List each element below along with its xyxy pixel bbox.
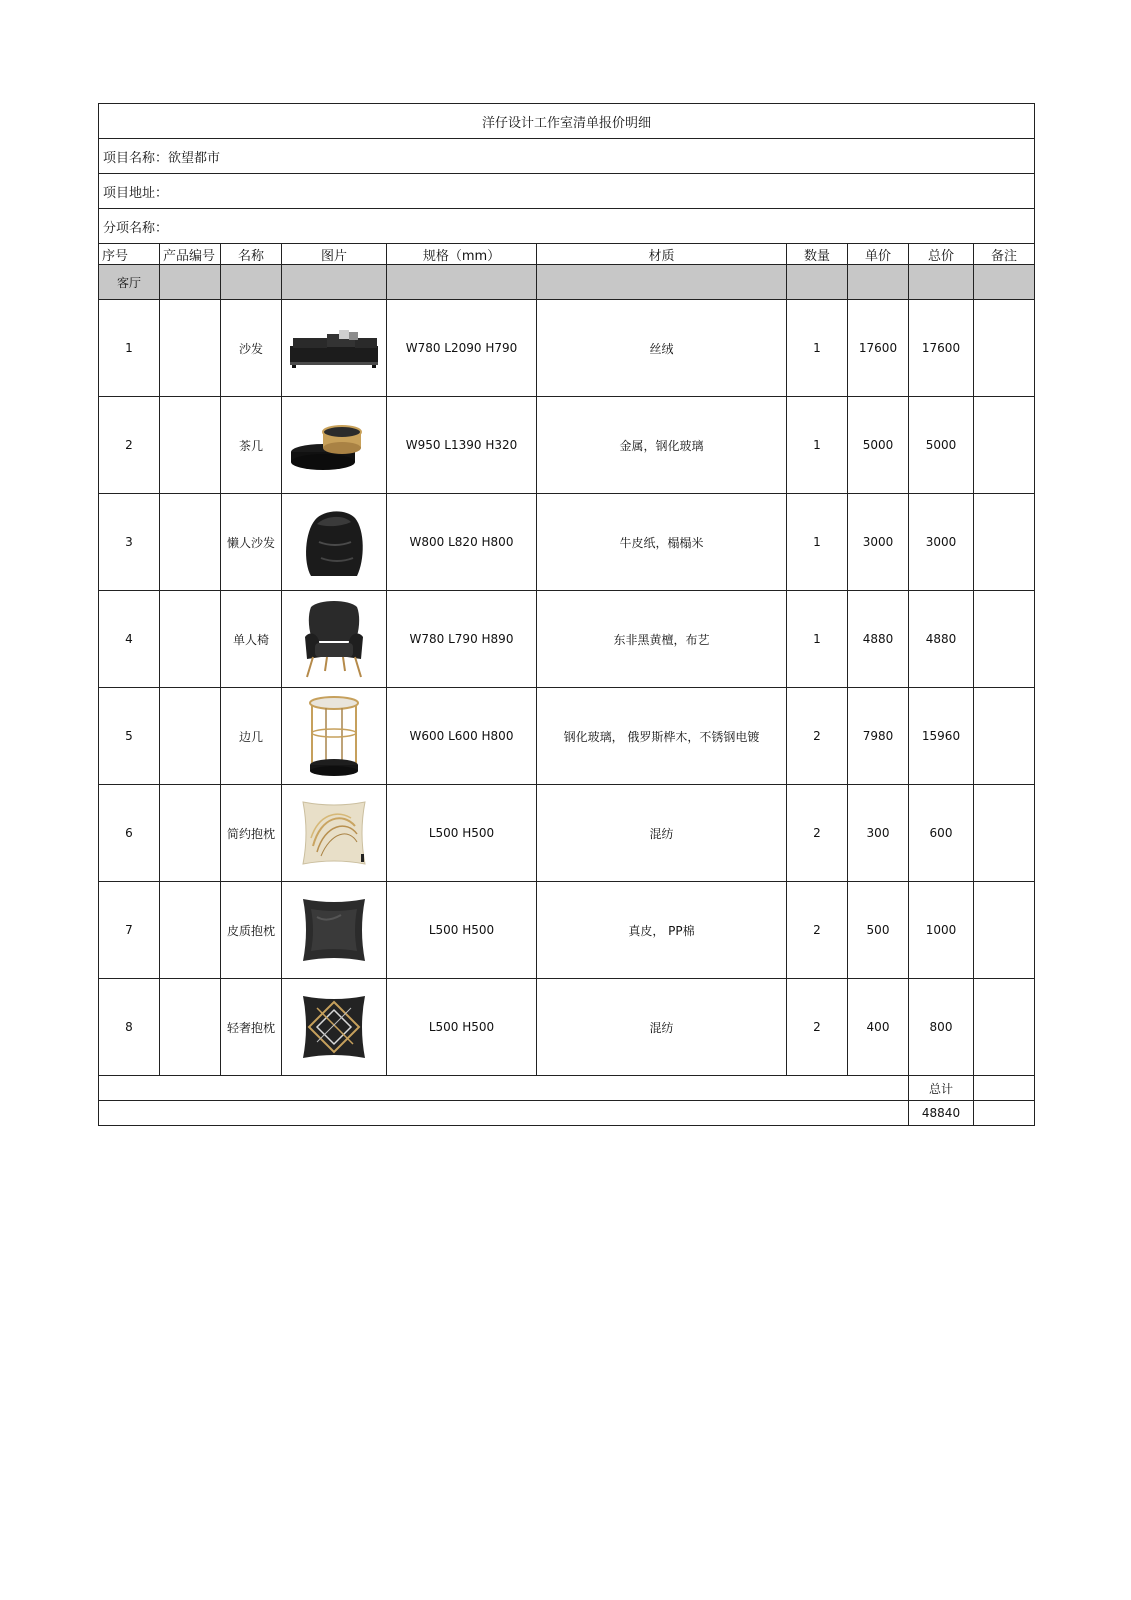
total-value-row <box>99 1101 1035 1126</box>
item-total: 1000 <box>909 882 974 979</box>
item-material: 混纺 <box>537 979 787 1076</box>
section-blank <box>387 265 537 300</box>
item-material: 钢化玻璃， 俄罗斯桦木，不锈钢电镀 <box>537 688 787 785</box>
project-name-row <box>99 139 1035 174</box>
header-no: 序号 <box>99 244 160 265</box>
item-name: 简约抱枕 <box>221 785 282 882</box>
item-qty: 1 <box>787 494 848 591</box>
item-spec: W780 L2090 H790 <box>387 300 537 397</box>
item-image <box>282 591 387 688</box>
project-name: 项目名称：欲望都市 <box>99 139 1035 174</box>
item-note <box>974 397 1035 494</box>
section-blank <box>221 265 282 300</box>
item-image <box>282 882 387 979</box>
item-code <box>160 688 221 785</box>
item-unit-price: 5000 <box>848 397 909 494</box>
title-row <box>99 104 1035 139</box>
item-no: 7 <box>99 882 160 979</box>
item-image <box>282 494 387 591</box>
item-total: 600 <box>909 785 974 882</box>
table-row <box>99 688 1035 785</box>
table-row <box>99 785 1035 882</box>
item-total: 5000 <box>909 397 974 494</box>
item-material: 混纺 <box>537 785 787 882</box>
item-total: 17600 <box>909 300 974 397</box>
project-address-row <box>99 174 1035 209</box>
item-spec: L500 H500 <box>387 785 537 882</box>
sheet-title: 洋仔设计工作室清单报价明细 <box>99 104 1035 139</box>
table-row <box>99 882 1035 979</box>
section-blank <box>537 265 787 300</box>
header-qty: 数量 <box>787 244 848 265</box>
leather-pillow-icon <box>297 893 371 967</box>
table-row <box>99 397 1035 494</box>
item-qty: 1 <box>787 300 848 397</box>
grand-total-value: 48840 <box>909 1101 974 1126</box>
item-code <box>160 591 221 688</box>
item-note <box>974 785 1035 882</box>
item-unit-price: 400 <box>848 979 909 1076</box>
item-spec: W600 L600 H800 <box>387 688 537 785</box>
section-blank <box>848 265 909 300</box>
item-material: 真皮， PP棉 <box>537 882 787 979</box>
total-label-row <box>99 1076 1035 1101</box>
item-no: 6 <box>99 785 160 882</box>
section-blank <box>787 265 848 300</box>
item-unit-price: 17600 <box>848 300 909 397</box>
quote-sheet <box>98 103 1034 1126</box>
grand-total-label: 总计 <box>909 1076 974 1101</box>
item-no: 2 <box>99 397 160 494</box>
item-spec: W780 L790 H890 <box>387 591 537 688</box>
item-code <box>160 979 221 1076</box>
header-total: 总价 <box>909 244 974 265</box>
table-row <box>99 300 1035 397</box>
item-qty: 1 <box>787 397 848 494</box>
total-note <box>974 1101 1035 1126</box>
header-material: 材质 <box>537 244 787 265</box>
item-qty: 2 <box>787 688 848 785</box>
item-no: 1 <box>99 300 160 397</box>
item-code <box>160 882 221 979</box>
item-note <box>974 494 1035 591</box>
header-code: 产品编号 <box>160 244 221 265</box>
section-label: 客厅 <box>99 265 160 300</box>
item-spec: L500 H500 <box>387 979 537 1076</box>
item-code <box>160 494 221 591</box>
item-unit-price: 7980 <box>848 688 909 785</box>
table-row <box>99 494 1035 591</box>
item-code <box>160 397 221 494</box>
item-spec: L500 H500 <box>387 882 537 979</box>
table-row <box>99 979 1035 1076</box>
section-blank <box>160 265 221 300</box>
item-no: 8 <box>99 979 160 1076</box>
section-blank <box>909 265 974 300</box>
sub-item-name: 分项名称： <box>99 209 1035 244</box>
item-image <box>282 979 387 1076</box>
total-note <box>974 1076 1035 1101</box>
item-no: 4 <box>99 591 160 688</box>
item-material: 丝绒 <box>537 300 787 397</box>
beanbag-icon <box>299 502 369 582</box>
sub-item-row <box>99 209 1035 244</box>
coffee-table-icon <box>287 410 381 480</box>
item-image <box>282 688 387 785</box>
header-image: 图片 <box>282 244 387 265</box>
item-code <box>160 785 221 882</box>
section-blank <box>282 265 387 300</box>
item-no: 5 <box>99 688 160 785</box>
item-code <box>160 300 221 397</box>
header-row <box>99 244 1035 265</box>
quote-table <box>98 103 1035 1126</box>
header-name: 名称 <box>221 244 282 265</box>
luxury-pillow-icon <box>297 990 371 1064</box>
item-total: 800 <box>909 979 974 1076</box>
item-material: 金属，钢化玻璃 <box>537 397 787 494</box>
item-qty: 1 <box>787 591 848 688</box>
section-blank <box>974 265 1035 300</box>
total-blank <box>99 1076 909 1101</box>
total-blank <box>99 1101 909 1126</box>
item-unit-price: 500 <box>848 882 909 979</box>
item-total: 15960 <box>909 688 974 785</box>
item-spec: W800 L820 H800 <box>387 494 537 591</box>
item-qty: 2 <box>787 785 848 882</box>
item-image <box>282 785 387 882</box>
item-note <box>974 979 1035 1076</box>
item-note <box>974 688 1035 785</box>
item-no: 3 <box>99 494 160 591</box>
item-material: 牛皮纸，榻榻米 <box>537 494 787 591</box>
header-note: 备注 <box>974 244 1035 265</box>
item-total: 3000 <box>909 494 974 591</box>
item-qty: 2 <box>787 882 848 979</box>
item-image <box>282 397 387 494</box>
item-total: 4880 <box>909 591 974 688</box>
item-name: 单人椅 <box>221 591 282 688</box>
section-row <box>99 265 1035 300</box>
item-note <box>974 882 1035 979</box>
item-unit-price: 4880 <box>848 591 909 688</box>
item-name: 懒人沙发 <box>221 494 282 591</box>
item-unit-price: 300 <box>848 785 909 882</box>
sofa-icon <box>287 318 381 378</box>
side-table-icon <box>304 693 364 779</box>
project-address: 项目地址： <box>99 174 1035 209</box>
item-name: 茶几 <box>221 397 282 494</box>
item-qty: 2 <box>787 979 848 1076</box>
item-note <box>974 300 1035 397</box>
item-note <box>974 591 1035 688</box>
item-unit-price: 3000 <box>848 494 909 591</box>
item-name: 轻奢抱枕 <box>221 979 282 1076</box>
armchair-icon <box>297 597 371 681</box>
cream-pillow-icon <box>297 796 371 870</box>
header-spec: 规格（mm） <box>387 244 537 265</box>
item-material: 东非黑黄檀，布艺 <box>537 591 787 688</box>
table-row <box>99 591 1035 688</box>
item-name: 沙发 <box>221 300 282 397</box>
item-image <box>282 300 387 397</box>
header-unit-price: 单价 <box>848 244 909 265</box>
item-name: 边几 <box>221 688 282 785</box>
item-name: 皮质抱枕 <box>221 882 282 979</box>
item-spec: W950 L1390 H320 <box>387 397 537 494</box>
